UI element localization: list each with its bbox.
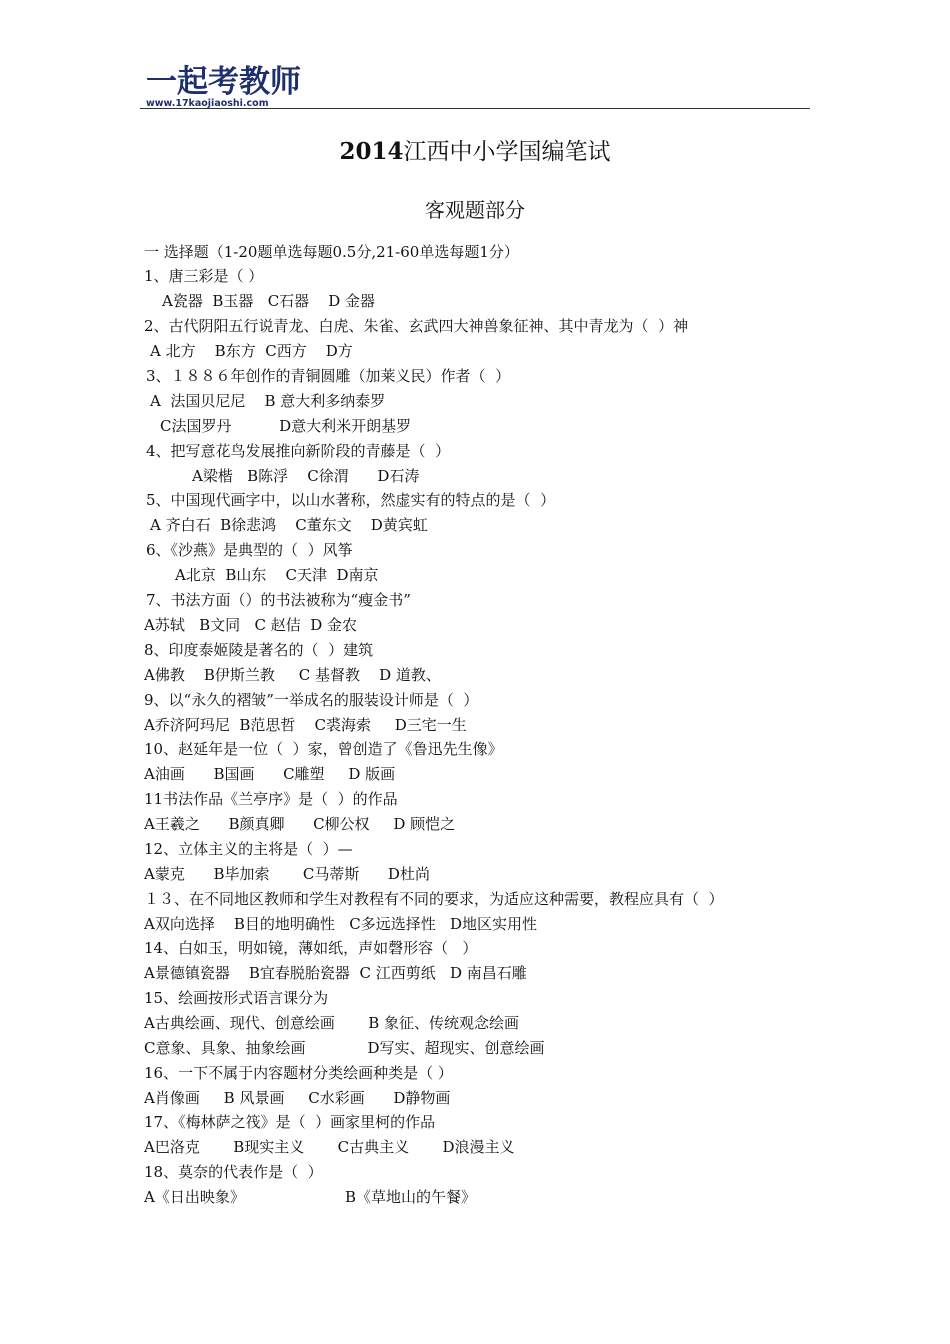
options-line: A巴洛克 B现实主义 C古典主义 D浪漫主义: [144, 1138, 515, 1156]
title-text: 江西中小学国编笔试: [403, 139, 611, 165]
question-line: 12、立体主义的主将是（ ）—: [144, 840, 353, 858]
options-line: C法国罗丹 D意大利米开朗基罗: [160, 417, 412, 435]
logo-url: www.17kaojiaoshi.com: [146, 98, 269, 109]
options-line: A双向选择 B目的地明确性 C多远选择性 D地区实用性: [144, 915, 538, 933]
options-line: A古典绘画、现代、创意绘画 B 象征、传统观念绘画: [144, 1014, 520, 1032]
options-line: A油画 B国画 C雕塑 D 版画: [144, 765, 396, 783]
question-line: 17、《梅林萨之筏》是（ ）画家里柯的作品: [144, 1113, 436, 1131]
question-line: 18、莫奈的代表作是（ ）: [144, 1163, 323, 1181]
header-logo: [140, 64, 810, 112]
options-line: A肖像画 B 风景画 C水彩画 D静物画: [144, 1089, 451, 1107]
options-line: A 法国贝尼尼 B 意大利多纳泰罗: [150, 392, 386, 410]
question-line: 7、书法方面（）的书法被称为“瘦金书”: [146, 591, 411, 609]
options-line: A蒙克 B毕加索 C马蒂斯 D杜尚: [144, 865, 430, 883]
section-heading: 一 选择题（1-20题单选每题0.5分,21-60单选每题1分）: [144, 243, 519, 261]
question-line: 11书法作品《兰亭序》是（ ）的作品: [144, 790, 398, 808]
options-line: A佛教 B伊斯兰教 C 基督教 D 道教、: [144, 666, 441, 684]
question-line: 8、印度泰姬陵是著名的（ ）建筑: [144, 641, 374, 659]
options-line: A 北方 B东方 C西方 D方: [150, 342, 353, 360]
options-line: A乔济阿玛尼 B范思哲 C裘海索 D三宅一生: [144, 716, 467, 734]
question-line: 9、以“永久的褶皱”一举成名的服装设计师是（ ）: [144, 691, 479, 709]
question-line: 14、白如玉，明如镜，薄如纸，声如磬形容（ ）: [144, 939, 478, 957]
page-title: [0, 136, 950, 168]
options-line: A王羲之 B颜真卿 C柳公权 D 顾恺之: [144, 815, 456, 833]
section-subtitle: 客观题部分: [425, 198, 525, 222]
options-line: C意象、具象、抽象绘画 D写实、超现实、创意绘画: [144, 1039, 545, 1057]
logo-text: 一起考教师: [146, 64, 301, 100]
question-line: 10、赵延年是一位（ ）家，曾创造了《鲁迅先生像》: [144, 740, 503, 758]
options-line: A苏轼 B文同 C 赵佶 D 金农: [144, 616, 358, 634]
question-line: 16、一下不属于内容题材分类绘画种类是（ ）: [144, 1064, 453, 1082]
question-line: 1、唐三彩是（ ）: [144, 267, 264, 285]
question-line: 5、中国现代画字中，以山水著称，然虚实有的特点的是（ ）: [146, 491, 556, 509]
question-line: 3、１８８６年创作的青铜圆雕（加莱义民）作者（ ）: [146, 367, 511, 385]
options-line: A梁楷 B陈浮 C徐渭 D石涛: [192, 467, 420, 485]
title-year: 2014: [339, 138, 404, 165]
options-line: A瓷器 B玉器 C石器 D 金器: [162, 292, 376, 310]
question-line: 15、绘画按形式语言课分为: [144, 989, 329, 1007]
question-line: 2、古代阴阳五行说青龙、白虎、朱雀、玄武四大神兽象征神、其中青龙为（ ）神: [144, 317, 689, 335]
header-divider: [140, 108, 810, 109]
options-line: A北京 B山东 C天津 D南京: [175, 566, 379, 584]
options-line: A景德镇瓷器 B宜春脱胎瓷器 C 江西剪纸 D 南昌石雕: [144, 964, 527, 982]
options-line: A 齐白石 B徐悲鸿 C董东文 D黄宾虹: [150, 516, 428, 534]
question-line: 4、把写意花鸟发展推向新阶段的青藤是（ ）: [146, 442, 451, 460]
question-line: １３、在不同地区教师和学生对教程有不同的要求，为适应这种需要，教程应具有（ ）: [144, 890, 724, 908]
question-line: 6、《沙燕》是典型的（ ）风筝: [146, 541, 353, 559]
options-line: A《日出映象》 B《草地山的午餐》: [144, 1188, 476, 1206]
